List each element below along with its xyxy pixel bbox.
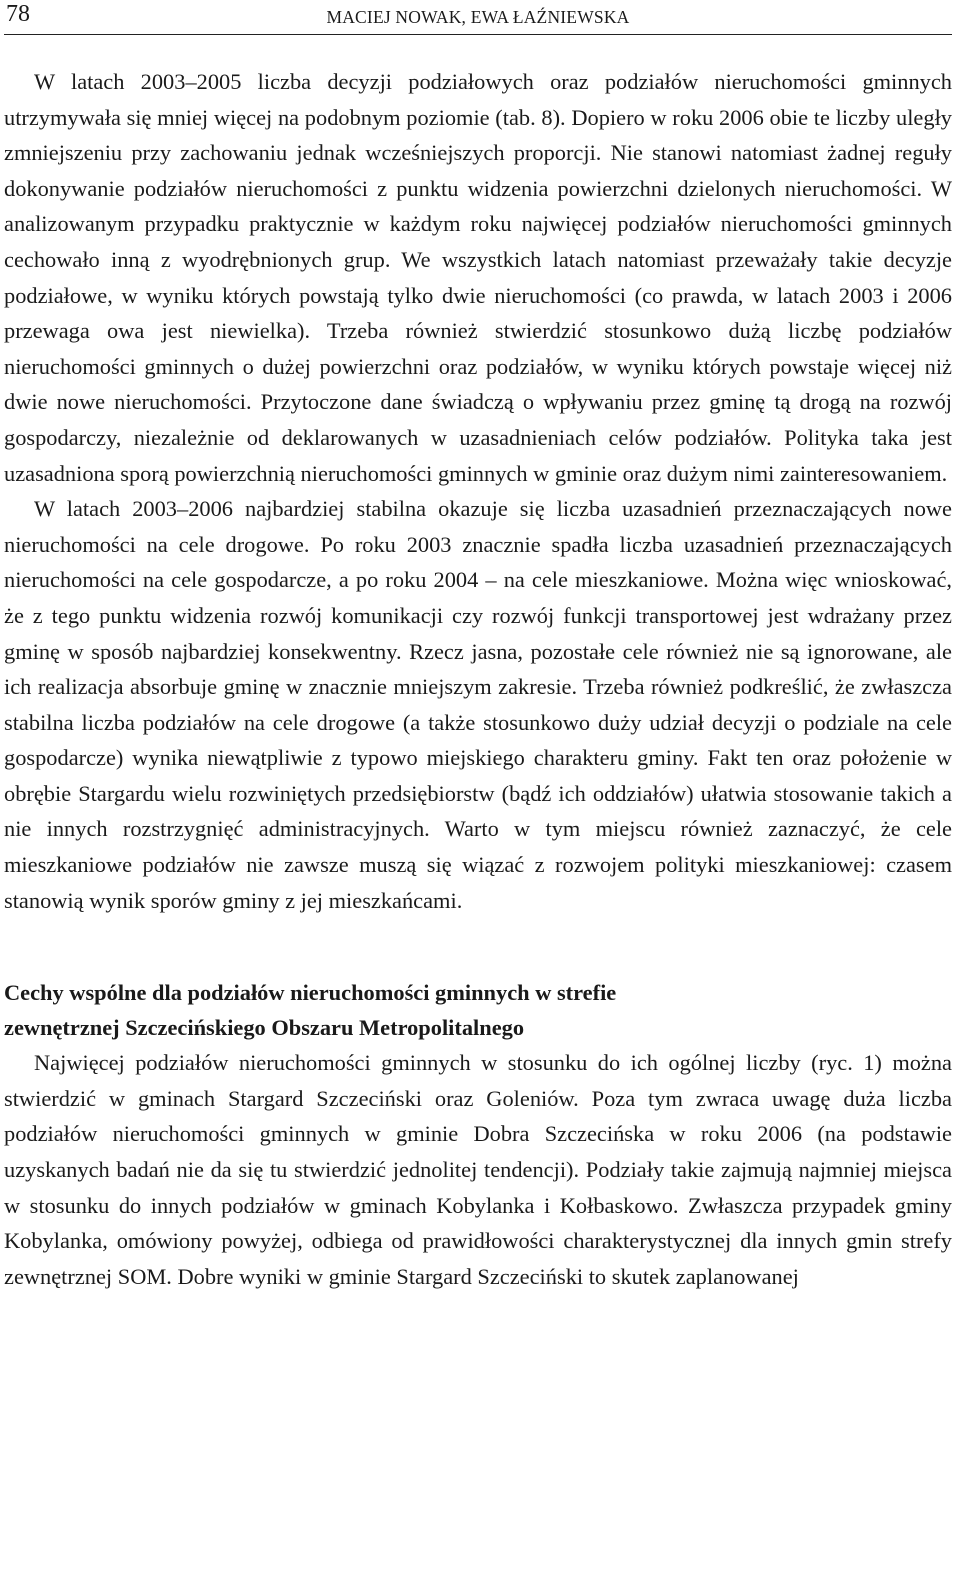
section-heading-line-2: zewnętrznej Szczecińskiego Obszaru Metropolitalnego [4, 1015, 525, 1041]
section-paragraph: Najwięcej podziałów nieruchomości gminnych w stosunku do ich ogólnej liczby (ryc. 1) można stwierdzić w gminach Stargard Szczeciński oraz Goleniów. Poza tym zwraca uwagę duża liczba podziałów nieruchomości gminnych w gminie Dobra Szczecińska w roku 2006 (na podstawie uzyskanych badań nie da się tu stwierdzić jednolitej tendencji). Podziały takie zajmują najmniej miejsca w stosunku do innych podziałów w gminach Kobylanka i Kołbaskowo. Zwłaszcza przypadek gminy Kobylanka, omówiony powyżej, odbiega od prawidłowości charakterystycznej dla innych gmin strefy zewnętrznej SOM. Dobre wyniki w gminie Stargard Szczeciński to skutek zaplanowanej [4, 1050, 952, 1289]
running-header-authors: MACIEJ NOWAK, EWA ŁAŹNIEWSKA [326, 7, 630, 27]
running-header [4, 0, 952, 35]
page-number: 78 [6, 1, 30, 27]
body-paragraph-1: W latach 2003–2005 liczba decyzji podziałowych oraz podziałów nieruchomości gminnych utrzymywała się mniej więcej na podobnym poziomie (tab. 8). Dopiero w roku 2006 obie te liczby uległy zmniejszeniu przy zachowaniu jednak wcześniejszych proporcji. Nie stanowi natomiast żadnej reguły dokonywanie podziałów nieruchomości z punktu widzenia powierzchni dzielonych nieruchomości. W analizowanym przypadku praktycznie w każdym roku najwięcej podziałów nieruchomości gminnych cechowało inną z wyodrębnionych grup. We wszystkich latach natomiast przeważały takie decyzje podziałowe, w wyniku których powstają tylko dwie nieruchomości (co prawda, w latach 2003 i 2006 przewaga owa jest niewielka). Trzeba również stwierdzić stosunkowo dużą liczbę podziałów nieruchomości gminnych o dużej powierzchni oraz podziałów, w wyniku których powstaje więcej niż dwie nowe nieruchomości. Przytoczone dane świadczą o wpływaniu przez gminę tą drogą na rozwój gospodarczy, niezależnie od deklarowanych w uzasadnieniach celów podziałów. Polityka taka jest uzasadniona sporą powierzchnią nieruchomości gminnych w gminie oraz dużym nimi zainteresowaniem. [4, 69, 952, 486]
section-heading-line-1: Cechy wspólne dla podziałów nieruchomości gminnych w strefie [4, 980, 617, 1006]
body-paragraph-2: W latach 2003–2006 najbardziej stabilna okazuje się liczba uzasadnień przeznaczających nowe nieruchomości na cele drogowe. Po roku 2003 znacznie spadła liczba uzasadnień przeznaczających nieruchomości na cele gospodarcze, a po roku 2004 – na cele mieszkaniowe. Można więc wnioskować, że z tego punktu widzenia rozwój komunikacji czy rozwój funkcji transportowej jest wdrażany przez gminę w sposób najbardziej konsekwentny. Rzecz jasna, pozostałe cele również nie są ignorowane, ale ich realizacja absorbuje gminę w znacznie mniejszym zakresie. Trzeba również podkreślić, że zwłaszcza stabilna liczba podziałów na cele drogowe (a także stosunkowo duży udział decyzji o podziale na cele gospodarcze) wynika niewątpliwie z typowo miejskiego charakteru gminy. Fakt ten oraz położenie w obrębie Stargardu wielu rozwiniętych przedsiębiorstw (bądź ich oddziałów) ułatwia stosowanie takich a nie innych rozstrzygnięć administracyjnych. Warto w tym miejscu również zaznaczyć, że cele mieszkaniowe podziałów nie zawsze muszą się wiązać z rozwojem polityki mieszkaniowej: czasem stanowią wynik sporów gminy z jej mieszkańcami. [4, 496, 952, 913]
document-body [4, 64, 952, 1294]
section-heading [4, 975, 952, 1045]
